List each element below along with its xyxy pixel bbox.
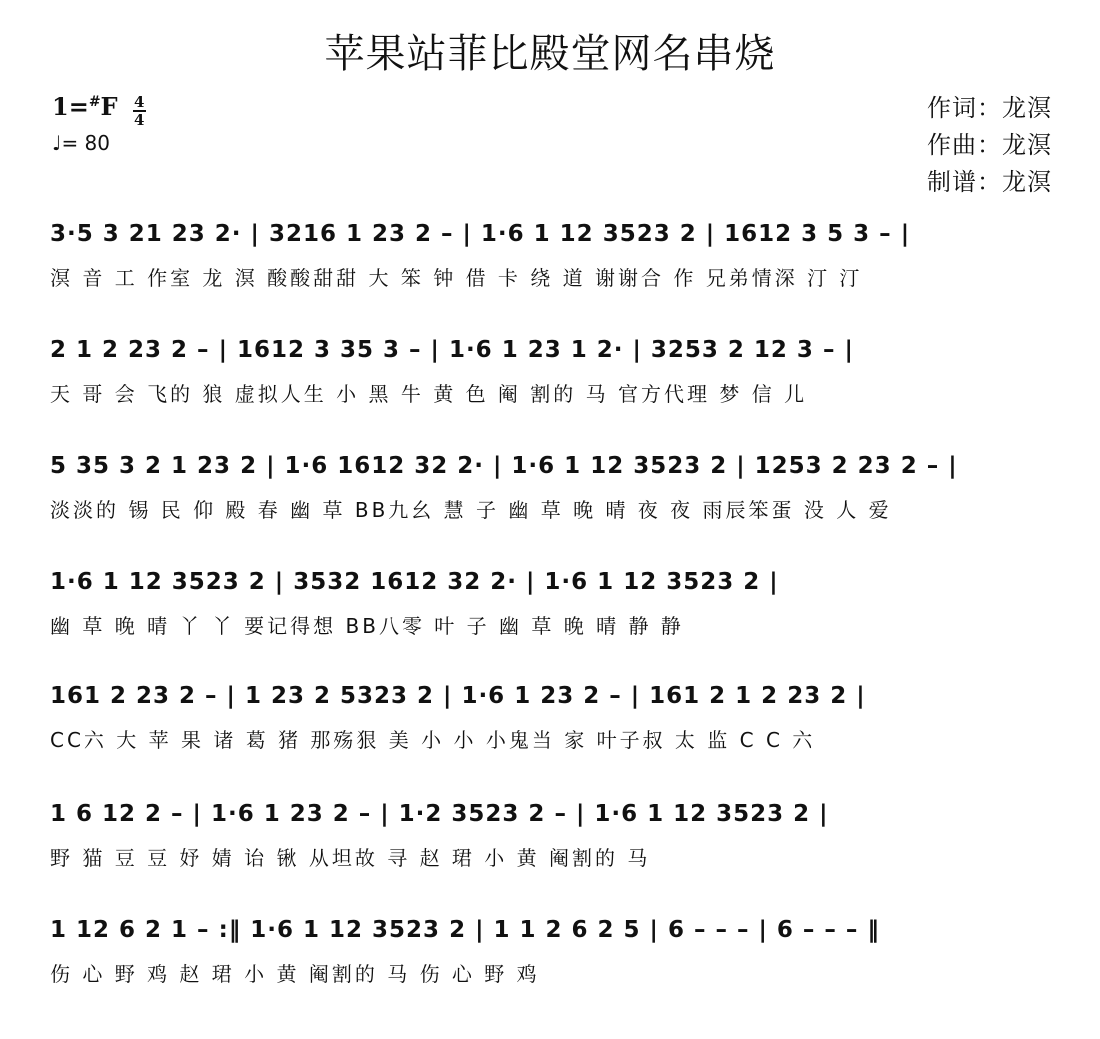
key-label: 1=#F [52,92,118,121]
notation-row: 1·6 1 12 3523 2 | 3532 1612 32 2· | 1·6 1 12 3523 2 | [50,569,779,595]
page-title: 苹果站菲比殿堂网名串烧 [324,31,776,77]
lyricist-credit: 作词：龙溟 [927,94,1052,122]
time-signature: $\frac{4}{4}$ [133,92,145,129]
lyrics-row: 溟 音 工 作室 龙 溟 酸酸甜甜 大 笨 钟 借 卡 绕 道 谢谢合 作 兄弟情深 汀 汀 [50,266,863,290]
arranger-credit: 制谱：龙溟 [927,168,1052,196]
lyrics-row: 淡淡的 锡 民 仰 殿 春 幽 草 BB九幺 慧 子 幽 草 晚 晴 夜 夜 雨辰笨蛋 没 人 爱 [50,498,892,522]
lyrics-row: 野 猫 豆 豆 妤 婧 诒 锹 从坦故 寻 赵 珺 小 黄 阉割的 马 [50,846,651,870]
score-line [50,562,1060,640]
score-line [50,794,1060,872]
key-signature-block [52,92,146,155]
notation-row: 161 2 23 2 – | 1 23 2 5323 2 | 1·6 1 23 2 – | 161 2 1 2 23 2 | [50,683,866,709]
lyrics-row: 幽 草 晚 晴 丫 丫 要记得想 BB八零 叶 子 幽 草 晚 晴 静 静 [50,614,684,638]
score-line [50,446,1060,524]
notation-row: 1 12 6 2 1 – :‖ 1·6 1 12 3523 2 | 1 1 2 6 2 5 | 6 – – – | 6 – – – ‖ [50,917,880,943]
score-line [50,214,1060,292]
tempo-marking: ♩= 80 [52,130,111,155]
composer-credit: 作曲：龙溟 [927,131,1052,159]
notation-row: 1 6 12 2 – | 1·6 1 23 2 – | 1·2 3523 2 – | 1·6 1 12 3523 2 | [50,801,829,827]
score-line [50,910,1060,988]
score-line [50,330,1060,408]
sharp-icon: # [88,94,101,110]
notation-row: 5 35 3 2 1 23 2 | 1·6 1612 32 2· | 1·6 1 12 3523 2 | 1253 2 23 2 – | [50,453,958,479]
notation-row: 2 1 2 23 2 – | 1612 3 35 3 – | 1·6 1 23 1 2· | 3253 2 12 3 – | [50,337,854,363]
score-line [50,676,1060,754]
lyrics-row: CC六 大 苹 果 诸 葛 猪 那殇狠 美 小 小 小鬼当 家 叶子叔 太 监 C C 六 [50,728,816,752]
lyrics-row: 伤 心 野 鸡 赵 珺 小 黄 阉割的 马 伤 心 野 鸡 [50,962,540,986]
lyrics-row: 天 哥 会 飞的 狼 虚拟人生 小 黑 牛 黄 色 阉 割的 马 官方代理 梦 信 儿 [50,382,808,406]
credits-block [927,90,1052,201]
quarter-note-icon: ♩ [52,130,62,155]
notation-row: 3·5 3 21 23 2· | 3216 1 23 2 – | 1·6 1 12 3523 2 | 1612 3 5 3 – | [50,221,911,247]
